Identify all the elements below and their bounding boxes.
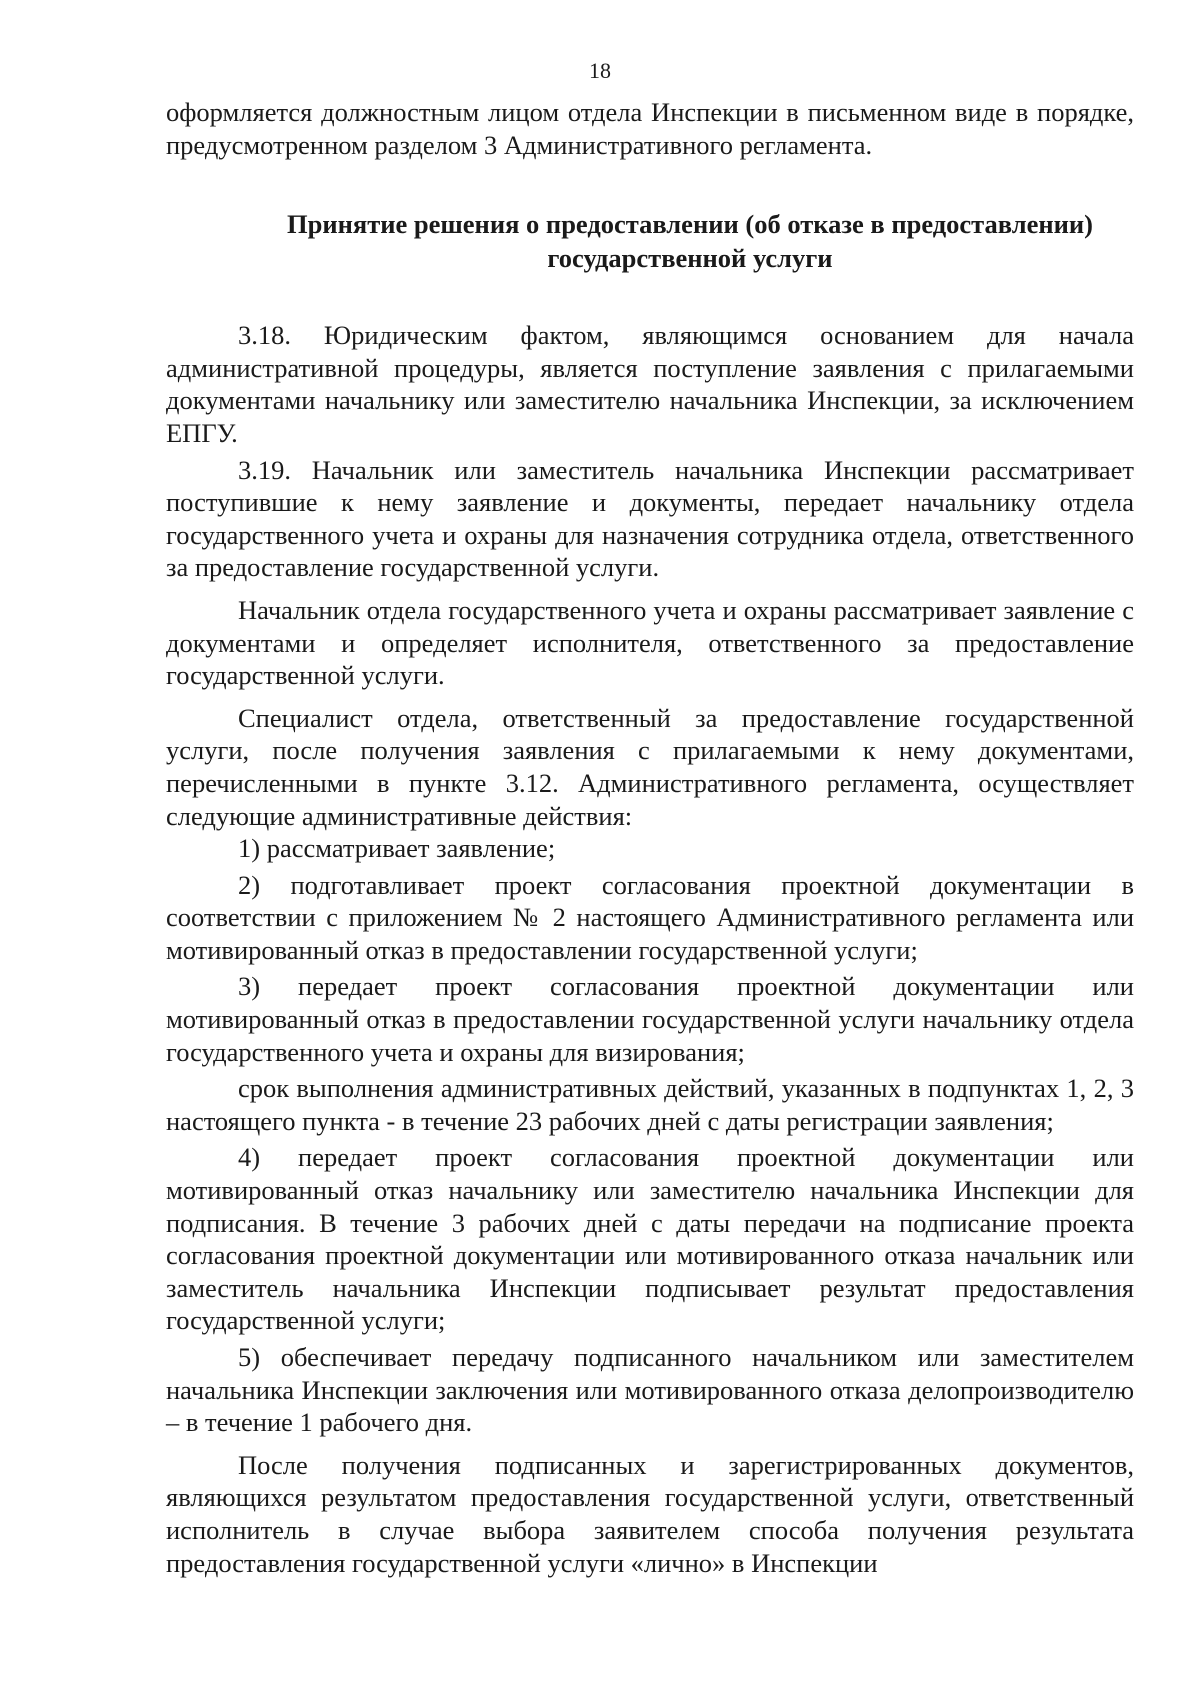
list-item-5: 5) обеспечивает передачу подписанного начальником или заместителем начальника Инспекции заключения или мотивированного отказа делопроизводителю – в течение 1 рабочего дня. xyxy=(166,1342,1134,1438)
intro-paragraph: оформляется должностным лицом отдела Инспекции в письменном виде в порядке, предусмотренном разделом 3 Административного регламента. xyxy=(166,97,1134,160)
paragraph-3-18: 3.18. Юридическим фактом, являющимся основанием для начала административной процедуры, является поступление заявления с прилагаемыми документами начальнику или заместителю начальника Инспекции, за исключением ЕПГУ. xyxy=(166,320,1134,448)
page-number: 18 xyxy=(589,58,611,83)
paragraph-after-receipt: После получения подписанных и зарегистрированных документов, являющихся результатом предоставления государственной услуги, ответственный исполнитель в случае выбора заявителем способа получения результата предоставления государственной услуги «лично» в Инспекции xyxy=(166,1449,1134,1578)
list-item-2: 2) подготавливает проект согласования проектной документации в соответствии с приложением № 2 настоящего Административного регламента или мотивированный отказ в предоставлении государственной услуги; xyxy=(166,869,1134,965)
paragraph-head-of-department: Начальник отдела государственного учета и охраны рассматривает заявление с документами и определяет исполнителя, ответственного за предоставление государственной услуги. xyxy=(166,594,1134,691)
list-item-4: 4) передает проект согласования проектной документации или мотивированный отказ начальнику или заместителю начальника Инспекции для подписания. В течение 3 рабочих дней с даты передачи на подписание проекта согласования проектной документации или мотивированного отказа начальник или заместитель начальника Инспекции подписывает результат предоставления государственной услуги; xyxy=(166,1142,1134,1336)
list-item-1: 1) рассматривает заявление; xyxy=(238,833,556,864)
document-body xyxy=(166,96,1134,1579)
list-item-3: 3) передает проект согласования проектной документации или мотивированный отказ в предоставлении государственной услуги начальнику отдела государственного учета и охраны для визирования; xyxy=(166,971,1134,1067)
paragraph-3-19: 3.19. Начальник или заместитель начальника Инспекции рассматривает поступившие к нему заявление и документы, передает начальнику отдела государственного учета и охраны для назначения сотрудника отдела, ответственного за предоставление государственной услуги. xyxy=(166,454,1134,583)
paragraph-specialist: Специалист отдела, ответственный за предоставление государственной услуги, после получения заявления с прилагаемыми к нему документами, перечисленными в пункте 3.12. Административного регламента, осуществляет следующие административные действия: xyxy=(166,702,1134,831)
paragraph-deadline: срок выполнения административных действий, указанных в подпунктах 1, 2, 3 настоящего пункта - в течение 23 рабочих дней с даты регистрации заявления; xyxy=(166,1073,1134,1136)
section-title: Принятие решения о предоставлении (об отказе в предоставлении) государственной услуги xyxy=(287,209,1093,274)
